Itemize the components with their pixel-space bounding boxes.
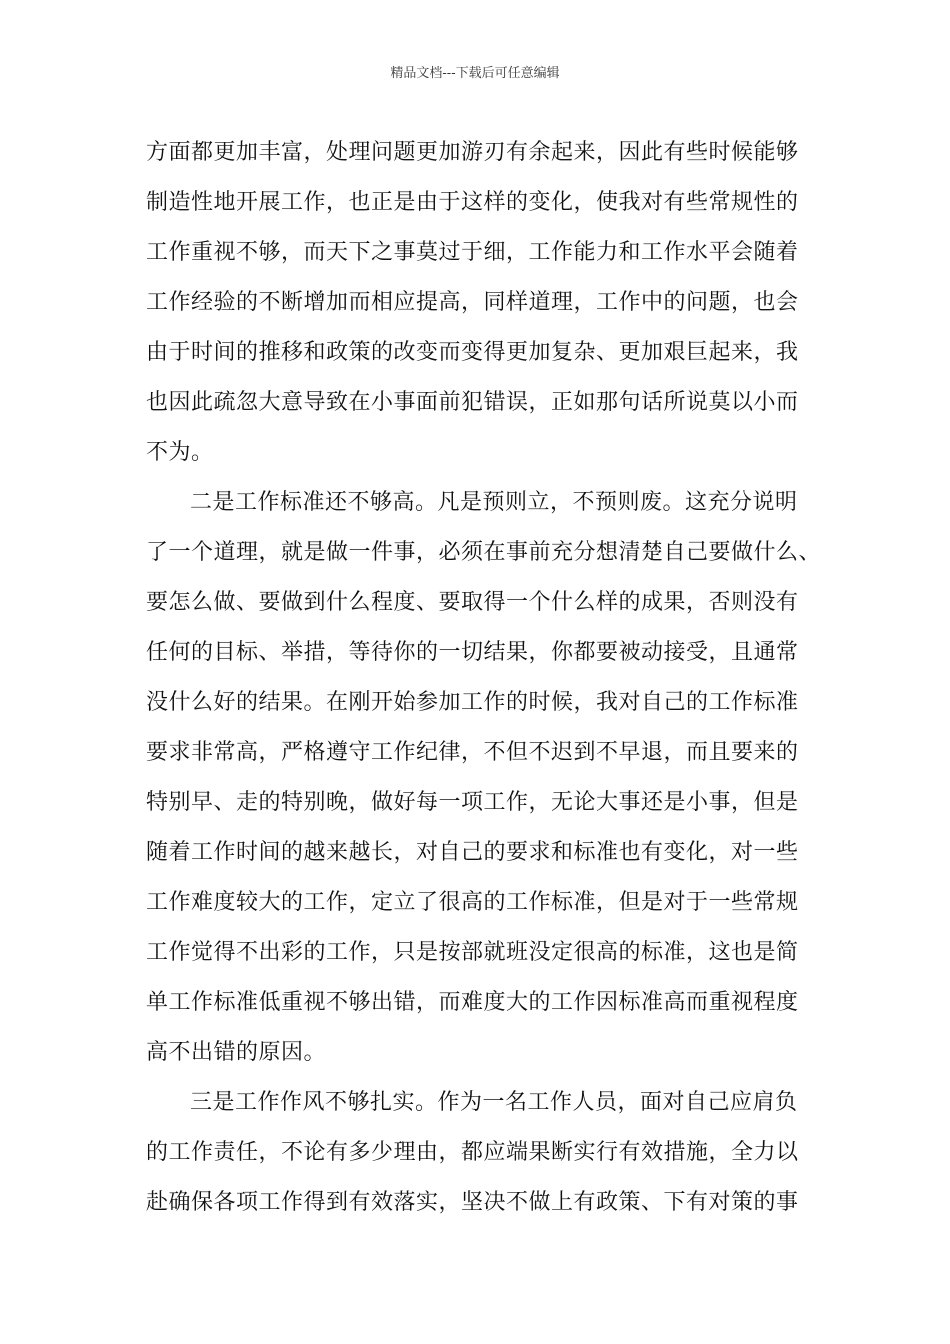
text-line: 制造性地开展工作，也正是由于这样的变化，使我对有些常规性的 xyxy=(146,190,799,215)
text-line: 也因此疏忽大意导致在小事面前犯错误，正如那句话所说莫以小而 xyxy=(146,390,799,415)
text-line: 二是工作标准还不够高。凡是预则立，不预则废。这充分说明 xyxy=(190,490,798,515)
text-line: 工作重视不够，而天下之事莫过于细，工作能力和工作水平会随着 xyxy=(146,240,799,265)
text-line: 要怎么做、要做到什么程度、要取得一个什么样的成果，否则没有 xyxy=(146,590,799,615)
text-line: 随着工作时间的越来越长，对自己的要求和标准也有变化，对一些 xyxy=(146,840,799,865)
text-line: 了一个道理，就是做一件事，必须在事前充分想清楚自己要做什么、 xyxy=(146,540,822,565)
paragraph-3 xyxy=(146,1078,818,1228)
text-line: 工作难度较大的工作，定立了很高的工作标准，但是对于一些常规 xyxy=(146,890,799,915)
text-line: 不为。 xyxy=(146,440,214,465)
text-line: 单工作标准低重视不够出错，而难度大的工作因标准高而重视程度 xyxy=(146,990,799,1015)
text-line: 特别早、走的特别晚，做好每一项工作，无论大事还是小事，但是 xyxy=(146,790,799,815)
paragraph-1 xyxy=(146,128,818,478)
text-line: 由于时间的推移和政策的改变而变得更加复杂、更加艰巨起来，我 xyxy=(146,340,799,365)
text-line: 任何的目标、举措，等待你的一切结果，你都要被动接受，且通常 xyxy=(146,640,799,665)
text-line: 的工作责任，不论有多少理由，都应端果断实行有效措施，全力以 xyxy=(146,1140,799,1165)
text-line: 方面都更加丰富，处理问题更加游刃有余起来，因此有些时候能够 xyxy=(146,140,799,165)
page-header: 精品文档---下载后可任意编辑 xyxy=(390,66,560,81)
text-line: 要求非常高，严格遵守工作纪律，不但不迟到不早退，而且要来的 xyxy=(146,740,799,765)
text-line: 没什么好的结果。在刚开始参加工作的时候，我对自己的工作标准 xyxy=(146,690,799,715)
paragraph-2 xyxy=(146,478,822,1078)
text-line: 工作经验的不断增加而相应提高，同样道理，工作中的问题，也会 xyxy=(146,290,799,315)
text-line: 高不出错的原因。 xyxy=(146,1040,327,1065)
text-line: 工作觉得不出彩的工作，只是按部就班没定很高的标准，这也是简 xyxy=(146,940,799,965)
document-body xyxy=(146,128,822,1228)
text-line: 赴确保各项工作得到有效落实，坚决不做上有政策、下有对策的事 xyxy=(146,1190,799,1215)
text-line: 三是工作作风不够扎实。作为一名工作人员，面对自己应肩负 xyxy=(190,1090,798,1115)
